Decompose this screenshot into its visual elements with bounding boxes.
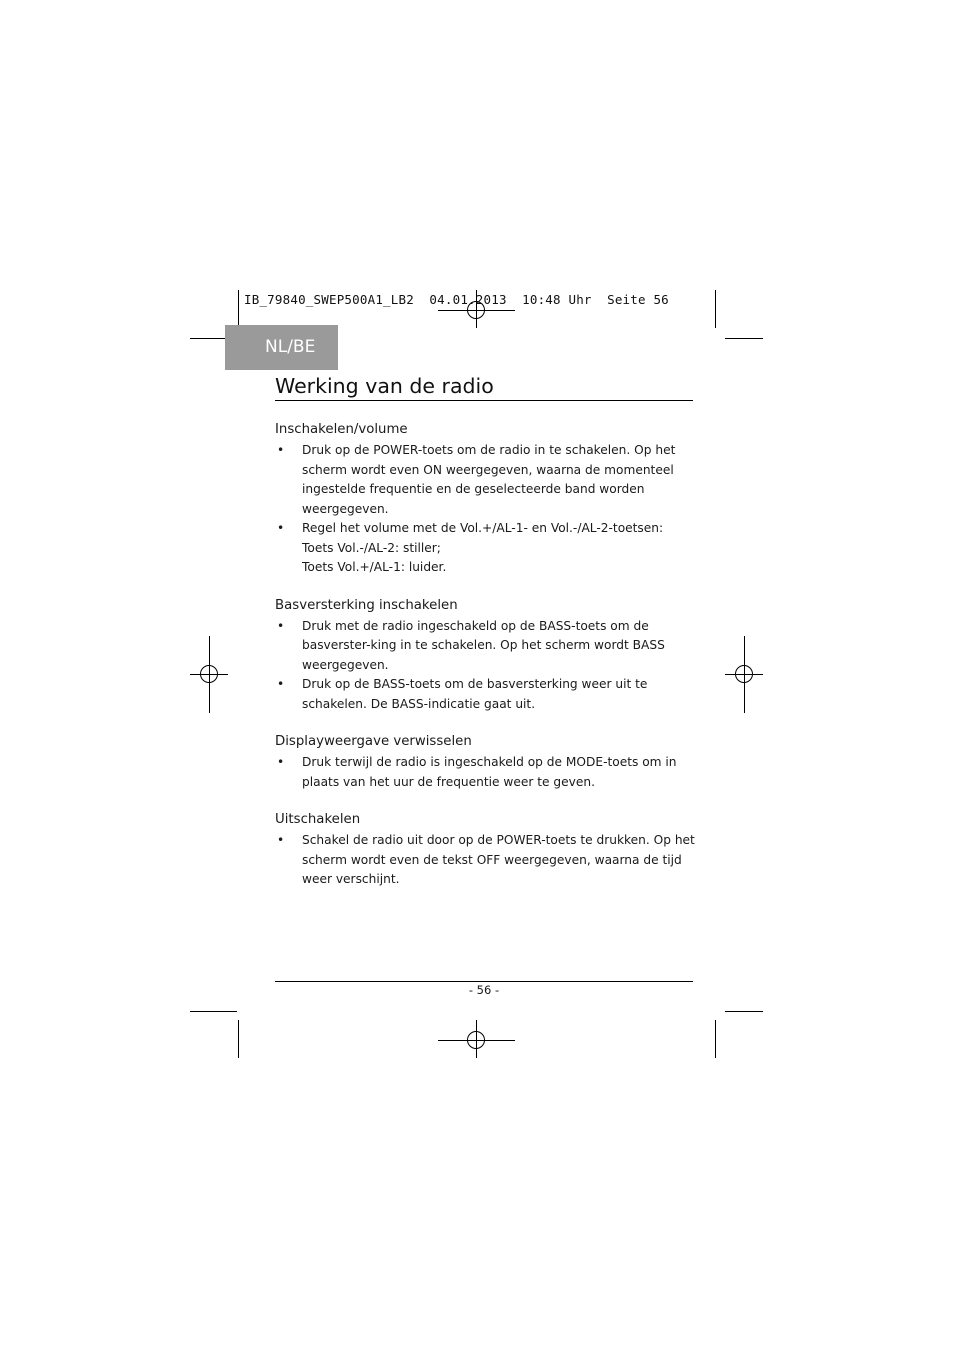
key-label: MODE (565, 755, 604, 769)
content (275, 420, 695, 908)
key-label: Vol.-/AL-2 (337, 540, 396, 555)
list-item (275, 675, 695, 714)
text-run: -toetsen: (608, 521, 664, 535)
text-run: Toets (302, 560, 338, 574)
list-item (275, 617, 695, 676)
key-label: OFF (476, 852, 501, 867)
list-item (275, 753, 695, 792)
bullet-list (275, 831, 695, 890)
text-run: : luider. (400, 560, 447, 574)
page-number: - 56 - (468, 983, 500, 997)
key-label: Vol.-/AL-2 (550, 521, 609, 535)
text-run: Druk met de radio ingeschakeld op de (302, 618, 539, 633)
key-label: ON (423, 462, 442, 477)
text-run: -toets te drukken. Op het scherm wordt even de tekst (302, 833, 695, 867)
text-run: -toets om in plaats van het uur de frequentie weer te geven. (302, 755, 677, 789)
print-header: IB_79840_SWEP500A1_LB2 04.01.2013 10:48 Uhr Seite 56 (244, 292, 669, 307)
text-run: Druk op de (302, 443, 374, 457)
language-tab: NL/BE (225, 325, 338, 370)
key-label: Vol.+/AL-1 (459, 521, 524, 535)
text-run: : stiller; (395, 540, 441, 555)
bullet-icon: • (277, 677, 285, 691)
text-run: -toets om de basversterking weer uit te schakelen. De (302, 677, 648, 711)
text-run: Toets (302, 540, 338, 555)
key-label: POWER (496, 833, 542, 847)
text-run: weergegeven. (302, 657, 389, 672)
bullet-icon: • (277, 521, 285, 535)
list-item (275, 441, 695, 519)
text-run: Druk op de (302, 677, 374, 691)
section-heading: Displayweergave verwisselen (275, 734, 472, 749)
sub-line (302, 539, 695, 559)
key-label: POWER (373, 443, 418, 457)
section-heading: Uitschakelen (275, 812, 361, 827)
bullet-icon: • (277, 443, 285, 457)
text-run: Druk terwijl de radio is ingeschakeld op de (302, 755, 566, 769)
list-item (275, 831, 695, 890)
footer-divider (275, 981, 693, 982)
section (275, 810, 695, 890)
section (275, 596, 695, 715)
bullet-list (275, 753, 695, 792)
sub-line (302, 558, 695, 578)
bullet-icon: • (277, 618, 285, 633)
list-item (275, 519, 695, 578)
section (275, 732, 695, 792)
bullet-list (275, 617, 695, 715)
page-title: Werking van de radio (275, 374, 693, 401)
section-heading: Basversterking inschakelen (275, 597, 458, 613)
key-label: BASS (391, 696, 424, 711)
text-run: Regel het volume met de (302, 521, 460, 535)
key-label: BASS (373, 677, 406, 691)
text-run: Schakel de radio uit door op de (302, 833, 497, 847)
section (275, 420, 695, 578)
bullet-icon: • (277, 833, 285, 847)
text-run: -toets om de basverster-king in te schakelen. Op het scherm wordt (302, 618, 649, 652)
text-run: -indicatie gaat uit. (423, 696, 536, 711)
section-heading: Inschakelen/volume (275, 422, 408, 437)
text-run: -toets om de radio in te schakelen. Op het scherm wordt even (302, 443, 676, 477)
key-label: BASS (632, 638, 665, 652)
text-run: - en (523, 521, 551, 535)
key-label: BASS (539, 618, 572, 633)
text-run: weergegeven, waarna de tijd weer verschijnt. (302, 852, 682, 886)
bullet-list (275, 441, 695, 578)
bullet-icon: • (277, 755, 285, 769)
text-run: weergegeven, waarna de momenteel ingestelde frequentie en de geselecteerde band worden weergegeven. (302, 462, 674, 516)
key-label: Vol.+/AL-1 (337, 560, 401, 574)
